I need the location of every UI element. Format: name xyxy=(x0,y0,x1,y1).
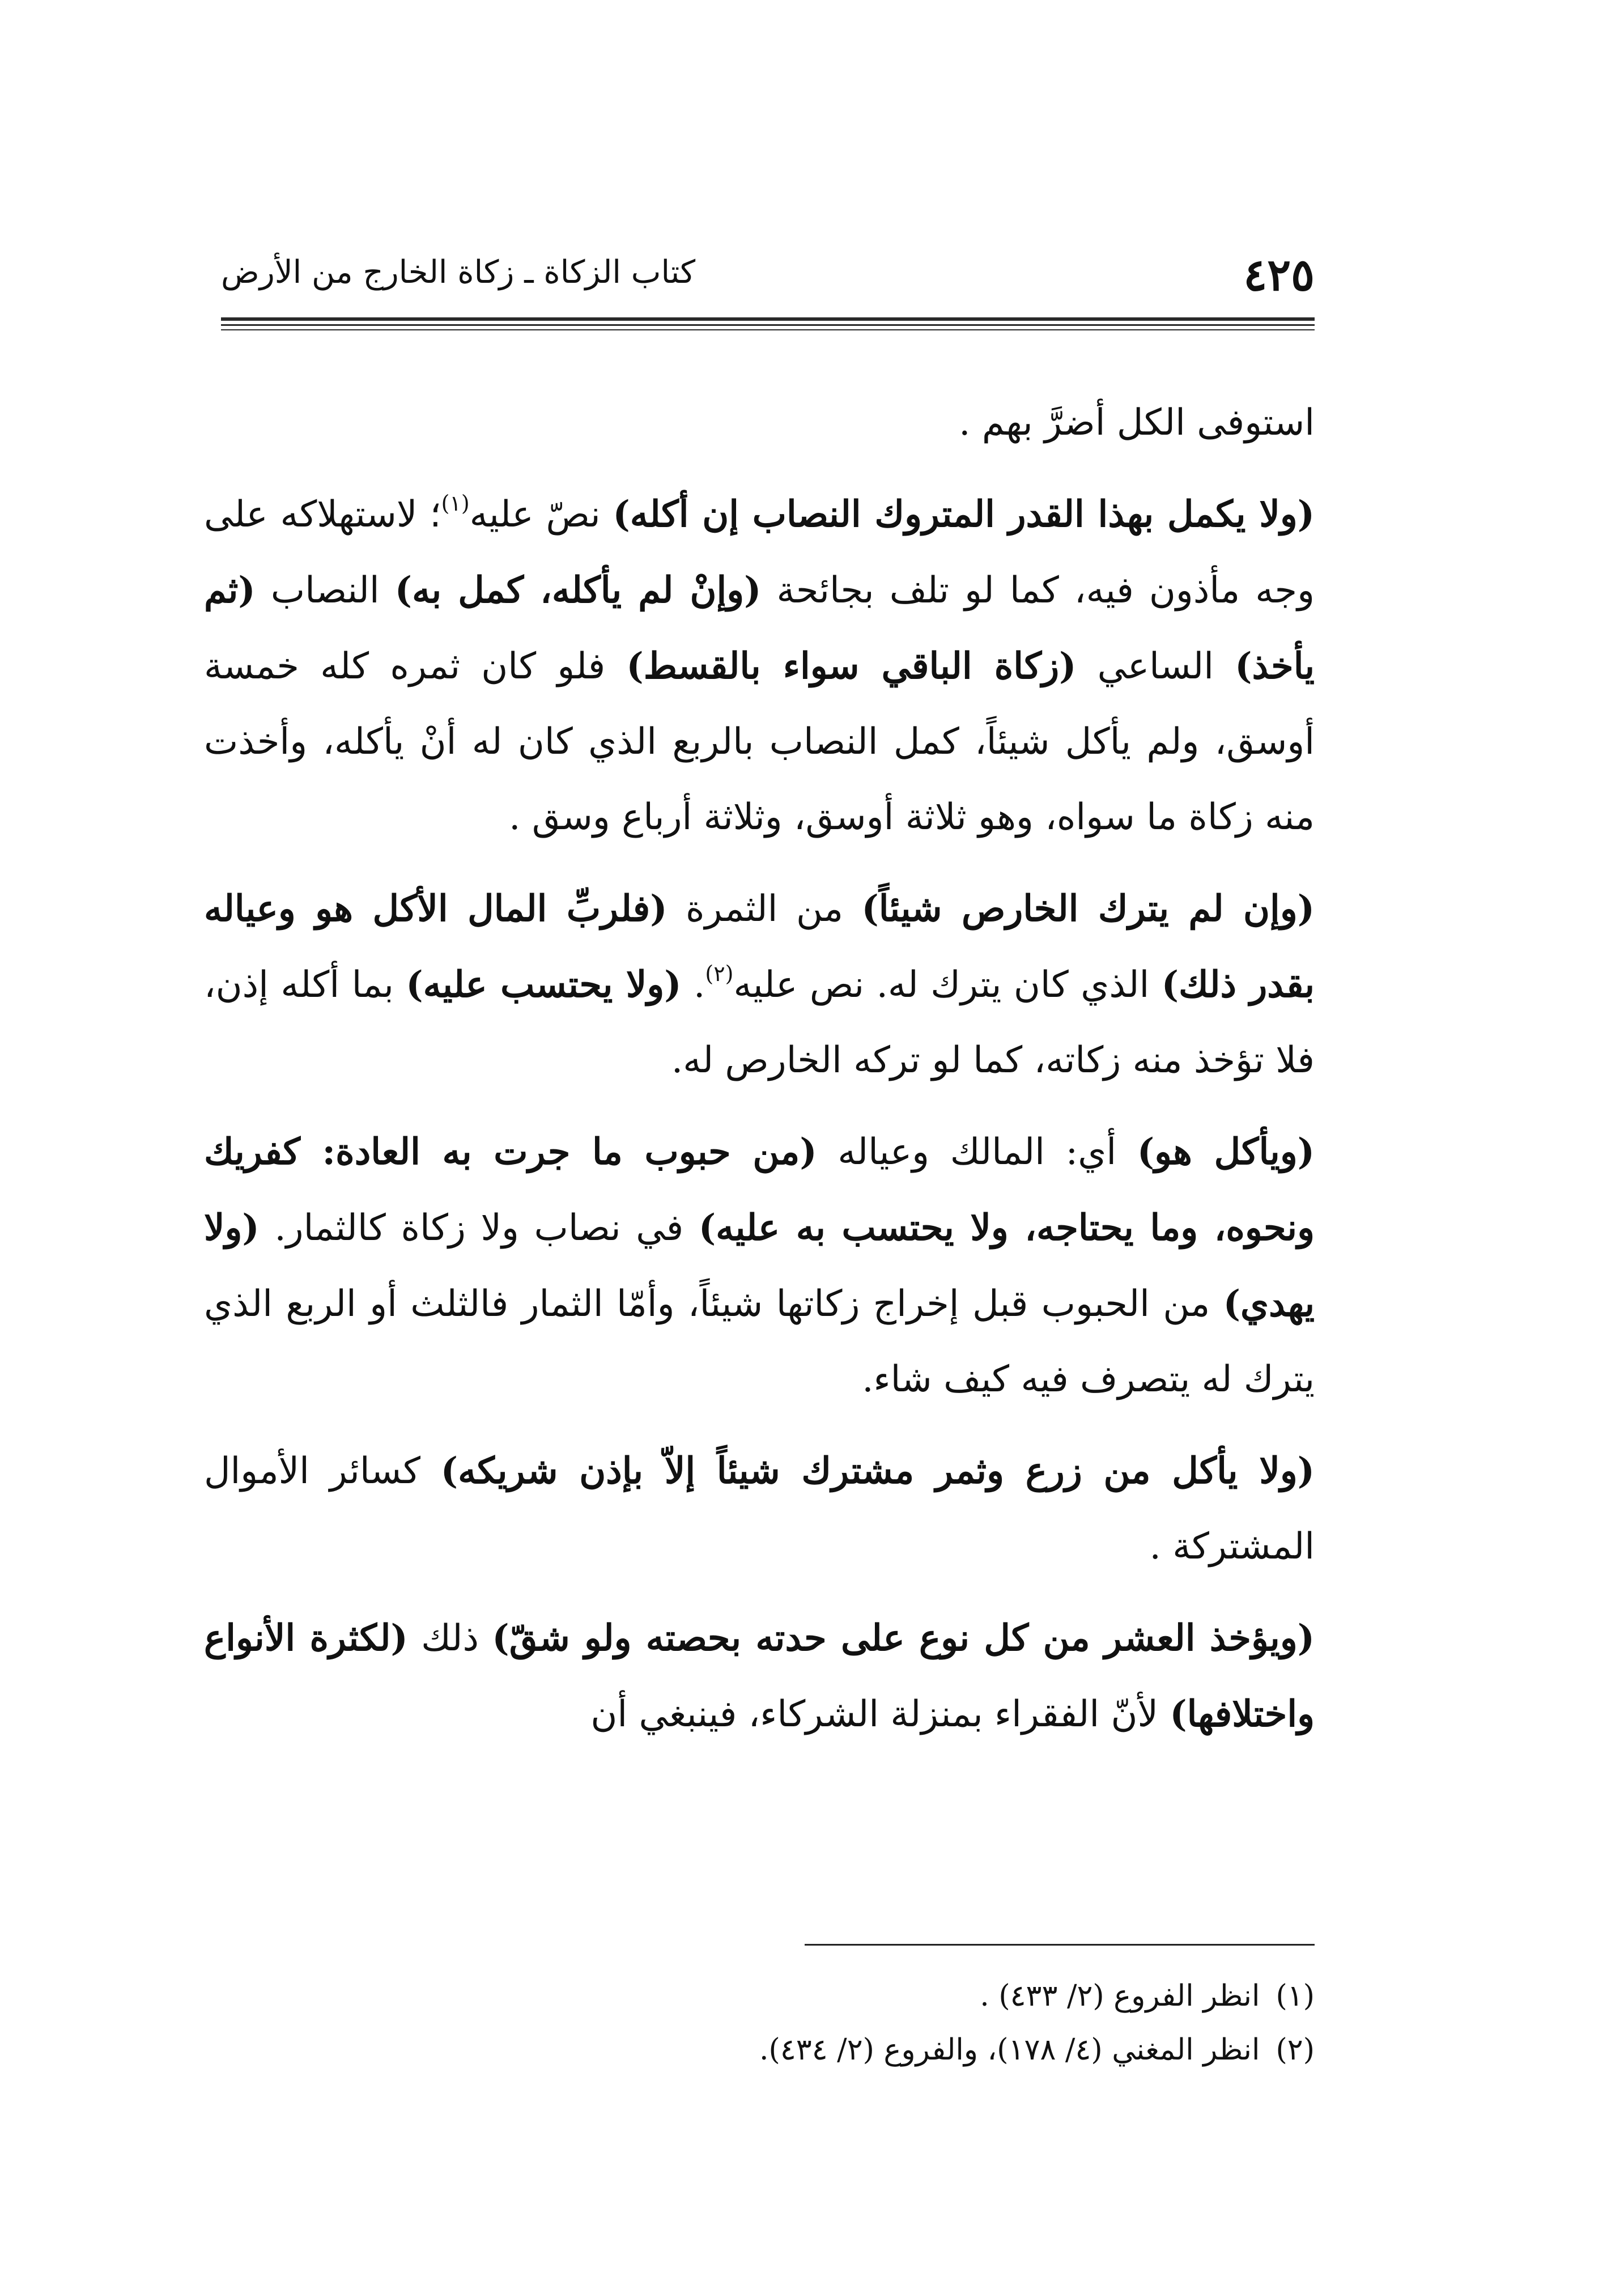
commentary-text: النصاب xyxy=(255,570,395,612)
header-rule xyxy=(221,317,1315,321)
commentary-text: الذي كان يترك له. نص عليه xyxy=(733,964,1162,1006)
commentary-text: من الحبوب قبل إخراج زكاتها شيئاً، وأمّا الثمار فالثلث أو الربع الذي يترك له يتصرف فيه كيف شاء. xyxy=(204,1283,1315,1400)
commentary-text: استوفى الكل أضرَّ بهم . xyxy=(959,402,1315,444)
matn-text: (زكاة الباقي سواء بالقسط) xyxy=(626,645,1077,687)
matn-text: (ولا يكمل بهذا القدر المتروك النصاب إن أكله) xyxy=(613,493,1315,536)
main-text xyxy=(204,385,1315,1768)
paragraph xyxy=(204,385,1315,461)
header-rule xyxy=(221,329,1315,330)
paragraph xyxy=(204,1600,1315,1752)
paragraph xyxy=(204,1114,1315,1417)
paragraph xyxy=(204,871,1315,1098)
commentary-text: أي: المالك وعياله xyxy=(817,1131,1137,1173)
matn-text: (ولا يهدي) xyxy=(204,1207,1315,1325)
footnote-text: انظر الفروع (٢/ ٤٣٣) . xyxy=(980,1979,1260,2013)
footnote-number: (٢) xyxy=(1276,2033,1315,2067)
footnote-separator xyxy=(805,1944,1315,1946)
commentary-text: من الثمرة xyxy=(667,888,862,930)
commentary-text: . xyxy=(681,964,705,1006)
commentary-text: بما أكله إذن، فلا تؤخذ منه زكاته، كما لو تركه الخارص له. xyxy=(204,964,1315,1081)
footnote-reference: (٢) xyxy=(705,961,734,986)
footnotes xyxy=(204,1969,1315,2077)
footnote-reference: (١) xyxy=(441,491,470,516)
matn-text: (ثم يأخذ) xyxy=(204,569,1315,687)
matn-text: (ويأكل هو) xyxy=(1137,1131,1315,1173)
matn-text: (وإن لم يترك الخارص شيئاً) xyxy=(861,888,1315,930)
footnote xyxy=(204,2023,1315,2077)
matn-text: (فلربِّ المال الأكل هو وعياله بقدر ذلك) xyxy=(204,888,1315,1006)
commentary-text: ؛ لاستهلاكه على وجه مأذون فيه، كما لو تلف بجائحة xyxy=(204,494,1315,612)
running-title: كتاب الزكاة ـ زكاة الخارج من الأرض xyxy=(221,254,696,291)
commentary-text: ذلك xyxy=(407,1617,492,1659)
page-number: ٤٢٥ xyxy=(1243,249,1315,301)
matn-text: (ويؤخذ العشر من كل نوع على حدته بحصته ولو شقّ) xyxy=(492,1617,1315,1659)
commentary-text: الساعي xyxy=(1076,646,1235,687)
matn-text: (من حبوب ما جرت به العادة: كفريك ونحوه، وما يحتاجه، ولا يحتسب به عليه) xyxy=(204,1131,1315,1249)
page-header xyxy=(221,244,1315,312)
matn-text: (ولا يأكل من زرع وثمر مشترك شيئاً إلاّ بإذن شريكه) xyxy=(440,1450,1315,1492)
commentary-text: في نصاب ولا زكاة كالثمار. xyxy=(259,1207,699,1249)
footnote-number: (١) xyxy=(1276,1979,1315,2013)
commentary-text: فلو كان ثمره كله خمسة أوسق، ولم يأكل شيئاً، كمل النصاب بالربع الذي كان له أنْ يأكله، وأخذت منه زكاة ما سواه، وهو ثلاثة أوسق، وثلاثة أرباع وسق . xyxy=(204,646,1315,838)
matn-text: (ولا يحتسب عليه) xyxy=(406,963,682,1006)
header-rule xyxy=(221,324,1315,326)
paragraph xyxy=(204,477,1315,855)
commentary-text: كسائر الأموال المشتركة . xyxy=(204,1450,1315,1568)
commentary-text: لأنّ الفقراء بمنزلة الشركاء، فينبغي أن xyxy=(590,1693,1170,1735)
matn-text: (لكثرة الأنواع واختلافها) xyxy=(204,1617,1315,1735)
matn-text: (وإنْ لم يأكله، كمل به) xyxy=(394,569,762,612)
commentary-text: نصّ عليه xyxy=(469,494,613,536)
footnote-text: انظر المغني (٤/ ١٧٨)، والفروع (٢/ ٤٣٤). xyxy=(759,2033,1260,2067)
paragraph xyxy=(204,1433,1315,1585)
footnote xyxy=(204,1969,1315,2023)
